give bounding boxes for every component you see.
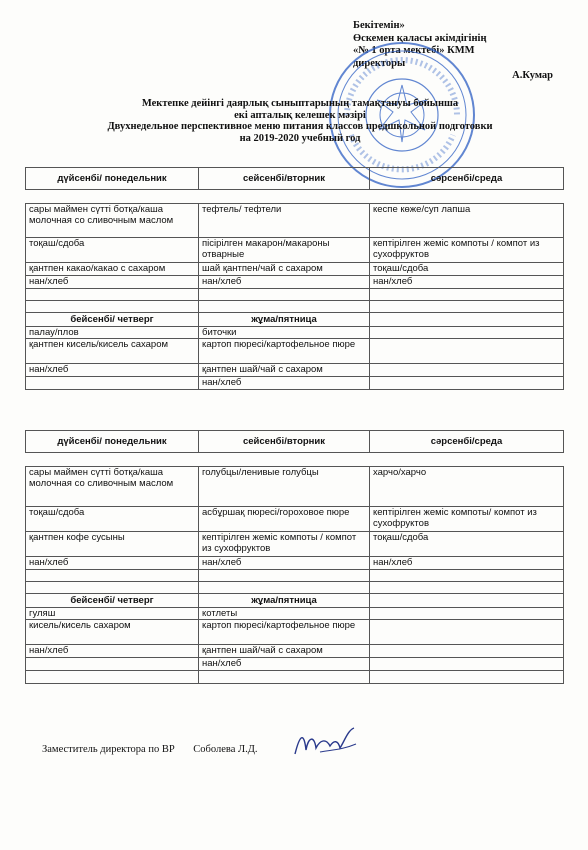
- menu-cell: [26, 658, 199, 671]
- menu-cell: нан/хлеб: [26, 645, 199, 658]
- menu-cell: нан/хлеб: [199, 377, 370, 390]
- menu-cell: сары маймен сүтті ботқа/каша молочная со сливочным маслом: [26, 204, 199, 238]
- menu-cell: кеспе көже/суп лапша: [370, 204, 564, 238]
- footer-role: Заместитель директора по ВР: [42, 744, 175, 755]
- table-header-row: [26, 431, 564, 453]
- menu-cell: картоп пюресі/картофельное пюре: [199, 339, 370, 364]
- menu-cell: [26, 377, 199, 390]
- table-row: [26, 339, 564, 364]
- menu-cell: тоқаш/сдоба: [26, 507, 199, 532]
- menu-cell: нан/хлеб: [26, 557, 199, 570]
- menu-cell: нан/хлеб: [26, 276, 199, 289]
- menu-cell: қантпен кофе сусыны: [26, 532, 199, 557]
- menu-cell: тоқаш/сдоба: [26, 238, 199, 263]
- menu-heading: [60, 98, 540, 144]
- heading-kz-1: Мектепке дейінгі даярлық сыныптарының тамақтануы бойынша: [141, 98, 459, 109]
- table-row: [26, 608, 564, 620]
- table-row: [26, 645, 564, 658]
- header-wednesday: сәрсенбі/среда: [370, 431, 564, 453]
- footer-name: Соболева Л.Д.: [193, 744, 258, 755]
- menu-cell: сары маймен сүтті ботқа/каша молочная со сливочным маслом: [26, 467, 199, 507]
- menu-cell: харчо/харчо: [370, 467, 564, 507]
- header-tuesday: сейсенбі/вторник: [199, 168, 370, 190]
- table-row: [26, 276, 564, 289]
- approval-line-3: директоры: [353, 57, 406, 69]
- menu-cell: кисель/кисель сахаром: [26, 620, 199, 645]
- header-friday: жұма/пятница: [199, 594, 370, 608]
- table-header-row: [26, 168, 564, 190]
- table-row: [26, 507, 564, 532]
- menu-cell: тоқаш/сдоба: [370, 532, 564, 557]
- menu-cell: қантпен шай/чай с сахаром: [199, 364, 370, 377]
- menu-cell: кептірілген жеміс компоты / компот из сухофруктов: [199, 532, 370, 557]
- menu-cell: нан/хлеб: [199, 658, 370, 671]
- menu-cell: тоқаш/сдоба: [370, 263, 564, 276]
- table-row: [26, 532, 564, 557]
- approval-title: Бекітемін»: [353, 20, 405, 31]
- week-1-menu-table: [25, 167, 564, 390]
- table-row: [26, 263, 564, 276]
- table-row: [26, 238, 564, 263]
- menu-cell: нан/хлеб: [199, 557, 370, 570]
- table-row: [26, 377, 564, 390]
- header-tuesday: сейсенбі/вторник: [199, 431, 370, 453]
- header-monday: дүйсенбі/ понедельник: [26, 168, 199, 190]
- header-friday: жұма/пятница: [199, 313, 370, 327]
- table-row: [26, 620, 564, 645]
- table-row: [26, 204, 564, 238]
- footer-signatory: [42, 744, 274, 755]
- heading-kz-2: екі апталық келешек мәзірі: [234, 109, 366, 121]
- menu-cell: картоп пюресі/картофельное пюре: [199, 620, 370, 645]
- approval-line-1: Өскемен қаласы әкімдігінің: [353, 32, 487, 44]
- menu-cell: кептірілген жеміс компоты / компот из сухофруктов: [370, 238, 564, 263]
- menu-cell: пісірілген макарон/макароны отварные: [199, 238, 370, 263]
- header-thursday: бейсенбі/ четверг: [26, 313, 199, 327]
- table-header-row: [26, 313, 564, 327]
- menu-cell: нан/хлеб: [26, 364, 199, 377]
- menu-cell: палау/плов: [26, 327, 199, 339]
- menu-cell: нан/хлеб: [370, 557, 564, 570]
- table-row: [26, 658, 564, 671]
- menu-cell: асбұршақ пюресі/гороховое пюре: [199, 507, 370, 532]
- menu-cell: шай қантпен/чай с сахаром: [199, 263, 370, 276]
- menu-cell: котлеты: [199, 608, 370, 620]
- header-monday: дүйсенбі/ понедельник: [26, 431, 199, 453]
- menu-cell: қантпен какао/какао с сахаром: [26, 263, 199, 276]
- approval-line-2: «№ 1 орта мектебі» КММ: [353, 45, 475, 56]
- heading-ru-2: на 2019-2020 учебный год: [239, 132, 361, 144]
- menu-cell: тефтель/ тефтели: [199, 204, 370, 238]
- menu-cell: биточки: [199, 327, 370, 339]
- menu-cell: қантпен шай/чай с сахаром: [199, 645, 370, 658]
- table-row: [26, 364, 564, 377]
- heading-ru-1: Двухнедельное перспективное меню питания классов предшкольной подготовки: [107, 121, 493, 132]
- menu-cell: гуляш: [26, 608, 199, 620]
- menu-cell: қантпен кисель/кисель сахаром: [26, 339, 199, 364]
- table-header-row: [26, 594, 564, 608]
- menu-cell: нан/хлеб: [370, 276, 564, 289]
- table-row: [26, 467, 564, 507]
- menu-cell: голубцы/ленивые голубцы: [199, 467, 370, 507]
- menu-cell: кептірілген жеміс компоты/ компот из сухофруктов: [370, 507, 564, 532]
- header-thursday: бейсенбі/ четверг: [26, 594, 199, 608]
- header-wednesday: сәрсенбі/среда: [370, 168, 564, 190]
- handwritten-signature-icon: [290, 724, 360, 762]
- table-row: [26, 557, 564, 570]
- week-2-menu-table: [25, 430, 564, 684]
- approval-signature: А.Кумар: [512, 70, 553, 81]
- menu-cell: нан/хлеб: [199, 276, 370, 289]
- table-row: [26, 327, 564, 339]
